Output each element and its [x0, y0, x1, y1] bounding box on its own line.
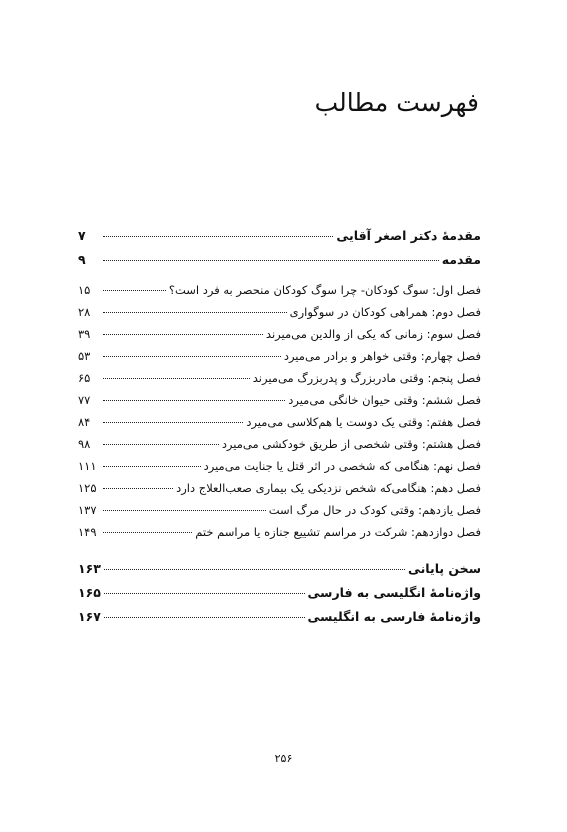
toc-entry-label: فصل هشتم: وقتی شخصی از طریق خودکشی می‌میرد [221, 437, 481, 451]
toc-entry-label: فصل نهم: هنگامی که شخصی در اثر قتل یا جنایت می‌میرد [203, 459, 481, 473]
toc-entry-page: ۱۱۱ [78, 459, 97, 473]
toc-entry-page: ۹ [78, 252, 86, 267]
toc-front-matter [78, 228, 481, 276]
toc-entry-page: ۱۶۵ [78, 585, 101, 600]
dot-leader [103, 444, 219, 445]
dot-leader [103, 334, 263, 335]
toc-entry [78, 503, 481, 525]
toc-entry [78, 585, 481, 609]
toc-entry-label: سخن پایانی [407, 561, 481, 576]
dot-leader [103, 510, 266, 511]
toc-entry [78, 228, 481, 252]
toc-entry-page: ۱۵ [78, 283, 91, 297]
toc-entry-label: فصل دوم: همراهی کودکان در سوگواری [289, 305, 481, 319]
toc-entry-label: فصل اول: سوگ کودکان- چرا سوگ کودکان منحصر به فرد است؟ [168, 283, 481, 297]
toc-entry-label: فصل دهم: هنگامی‌که شخص نزدیکی یک بیماری صعب‌العلاج دارد [176, 481, 481, 495]
page-title: فهرست مطالب [314, 88, 479, 117]
dot-leader [103, 260, 439, 261]
toc-entry-page: ۶۵ [78, 371, 91, 385]
dot-leader [103, 236, 333, 237]
toc-entry-page: ۱۶۳ [78, 561, 101, 576]
dot-leader [103, 422, 243, 423]
dot-leader [103, 378, 250, 379]
dot-leader [103, 400, 285, 401]
dot-leader [103, 488, 173, 489]
dot-leader [103, 466, 201, 467]
toc-entry-page: ۷۷ [78, 393, 91, 407]
toc-entry [78, 459, 481, 481]
dot-leader [104, 569, 405, 570]
dot-leader [103, 356, 281, 357]
toc-entry-label: فصل سوم: زمانی که یکی از والدین می‌میرند [265, 327, 481, 341]
toc-entry-label: مقدمهٔ دکتر اصغر آقایی [336, 228, 481, 243]
toc-entry-label: واژه‌نامهٔ انگلیسی به فارسی [307, 585, 481, 600]
dot-leader [103, 290, 166, 291]
toc-entry [78, 327, 481, 349]
toc-entry-label: فصل ششم: وقتی حیوان خانگی می‌میرد [288, 393, 481, 407]
toc-entry-page: ۱۲۵ [78, 481, 97, 495]
toc-entry [78, 437, 481, 459]
toc-entry [78, 305, 481, 327]
toc-entry [78, 525, 481, 547]
toc-entry-label: واژه‌نامهٔ فارسی به انگلیسی [307, 609, 481, 624]
toc-entry [78, 283, 481, 305]
toc-entry-page: ۸۴ [78, 415, 91, 429]
toc-entry [78, 371, 481, 393]
toc-entry-label: فصل هفتم: وقتی یک دوست یا هم‌کلاسی می‌میرد [246, 415, 481, 429]
toc-entry-label: فصل چهارم: وقتی خواهر و برادر می‌میرد [283, 349, 481, 363]
toc-entry-page: ۵۳ [78, 349, 91, 363]
toc-entry [78, 393, 481, 415]
toc-entry-page: ۱۴۹ [78, 525, 97, 539]
toc-entry [78, 349, 481, 371]
toc-chapters [78, 283, 481, 547]
toc-entry-page: ۲۸ [78, 305, 91, 319]
toc-entry [78, 481, 481, 503]
toc-entry [78, 252, 481, 276]
toc-entry [78, 609, 481, 633]
toc-entry-page: ۱۶۷ [78, 609, 101, 624]
toc-entry-label: فصل یازدهم: وقتی کودک در حال مرگ است [268, 503, 481, 517]
dot-leader [103, 312, 287, 313]
dot-leader [104, 617, 305, 618]
toc-entry-page: ۳۹ [78, 327, 91, 341]
toc-entry [78, 561, 481, 585]
toc-entry-label: فصل پنجم: وقتی مادربزرگ و پدربزرگ می‌میرند [252, 371, 481, 385]
toc-entry-page: ۷ [78, 228, 86, 243]
dot-leader [104, 593, 305, 594]
toc-back-matter [78, 561, 481, 633]
page-number: ۲۵۶ [274, 752, 293, 765]
dot-leader [103, 532, 192, 533]
toc-entry-page: ۱۳۷ [78, 503, 97, 517]
toc-entry-label: فصل دوازدهم: شرکت در مراسم تشییع جنازه یا مراسم ختم [195, 525, 481, 539]
toc-entry-label: مقدمه [441, 252, 481, 267]
toc-entry [78, 415, 481, 437]
toc-entry-page: ۹۸ [78, 437, 91, 451]
